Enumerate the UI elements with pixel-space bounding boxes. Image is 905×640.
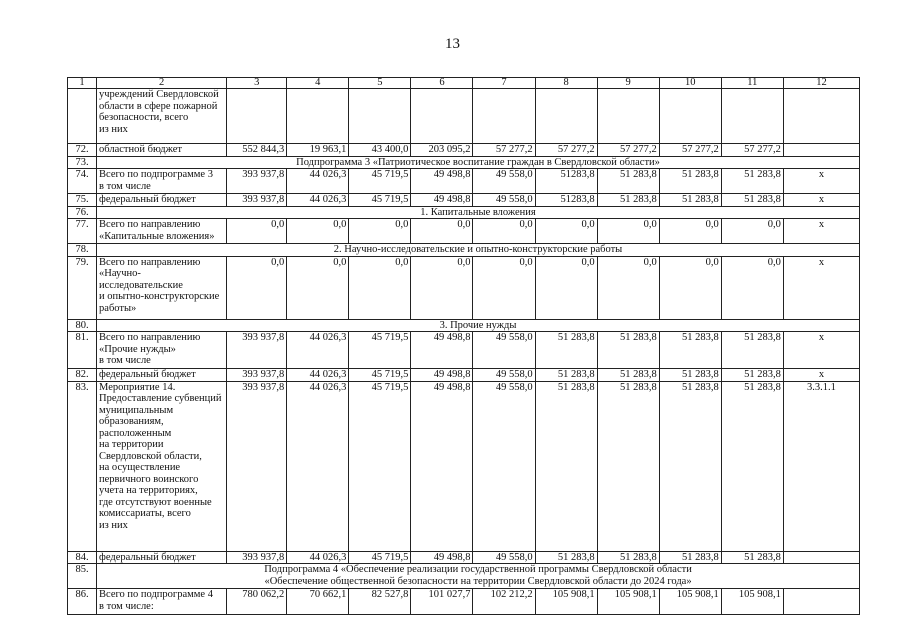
row-description-line: и опытно-конструкторские (99, 291, 220, 302)
column-number-header: 7 (473, 78, 535, 89)
amount-cell: 393 937,8 (227, 369, 287, 382)
row-description-line: комиссариаты, всего (99, 508, 191, 519)
amount-cell: 393 937,8 (227, 169, 287, 194)
amount-cell: 51 283,8 (597, 551, 659, 564)
amount-cell (721, 89, 783, 144)
reference-cell: 3.3.1.1 (783, 381, 859, 551)
amount-cell: 57 277,2 (535, 144, 597, 157)
row-description-line: в том числе: (99, 600, 154, 612)
reference-cell (783, 551, 859, 564)
row-description-line: Всего по направлению (99, 219, 201, 230)
amount-cell: 102 212,2 (473, 589, 535, 615)
row-description-line: из них (99, 123, 128, 135)
amount-cell: 49 558,0 (473, 551, 535, 564)
row-description-line: учреждений Свердловской (99, 89, 219, 100)
row-description-line: Мероприятие 14. (99, 381, 176, 393)
row-description-line: «Капитальные вложения» (99, 230, 215, 242)
row-description-line: на осуществление (99, 462, 181, 473)
section-title-line: Подпрограмма 4 «Обеспечение реализации государственной программы Свердловской области (264, 564, 692, 575)
reference-cell: x (783, 369, 859, 382)
column-number-header: 10 (659, 78, 721, 89)
row-number: 86. (68, 589, 97, 615)
row-number: 85. (68, 564, 97, 589)
amount-cell: 45 719,5 (349, 332, 411, 369)
row-description-line: федеральный бюджет (99, 551, 196, 563)
amount-cell: 0,0 (535, 256, 597, 319)
row-description (97, 194, 227, 207)
amount-cell: 49 498,8 (411, 194, 473, 207)
row-number: 77. (68, 219, 97, 244)
amount-cell: 57 277,2 (721, 144, 783, 157)
amount-cell: 51 283,8 (535, 381, 597, 551)
table-row (68, 564, 860, 589)
row-description-line: «Прочие нужды» (99, 343, 176, 355)
amount-cell: 44 026,3 (287, 332, 349, 369)
amount-cell: 51 283,8 (597, 332, 659, 369)
amount-cell: 70 662,1 (287, 589, 349, 615)
amount-cell: 0,0 (349, 219, 411, 244)
row-description-line: в том числе (99, 180, 151, 192)
column-number-header: 9 (597, 78, 659, 89)
reference-cell (783, 89, 859, 144)
amount-cell: 49 558,0 (473, 381, 535, 551)
amount-cell: 44 026,3 (287, 551, 349, 564)
table-row (68, 194, 860, 207)
amount-cell: 0,0 (659, 256, 721, 319)
amount-cell: 0,0 (535, 219, 597, 244)
row-number: 83. (68, 381, 97, 551)
amount-cell: 780 062,2 (227, 589, 287, 615)
amount-cell: 51 283,8 (659, 551, 721, 564)
table-row (68, 332, 860, 369)
amount-cell: 105 908,1 (721, 589, 783, 615)
row-description-line: Всего по подпрограмме 3 (99, 169, 213, 180)
table-header-row (68, 78, 860, 89)
row-description-line: в том числе (99, 355, 151, 366)
column-number-header: 6 (411, 78, 473, 89)
amount-cell: 51 283,8 (535, 332, 597, 369)
table-row (68, 89, 860, 144)
amount-cell: 49 558,0 (473, 169, 535, 194)
amount-cell: 51 283,8 (721, 332, 783, 369)
column-number-header: 3 (227, 78, 287, 89)
amount-cell: 0,0 (659, 219, 721, 244)
amount-cell: 44 026,3 (287, 369, 349, 382)
amount-cell: 57 277,2 (597, 144, 659, 157)
amount-cell: 44 026,3 (287, 194, 349, 207)
amount-cell: 51 283,8 (721, 369, 783, 382)
amount-cell: 0,0 (349, 256, 411, 319)
row-number (68, 89, 97, 144)
row-description-line: Всего по направлению (99, 332, 201, 343)
amount-cell: 105 908,1 (597, 589, 659, 615)
column-number-header: 11 (721, 78, 783, 89)
amount-cell: 0,0 (721, 219, 783, 244)
row-number: 72. (68, 144, 97, 157)
row-number: 73. (68, 156, 97, 169)
row-description-line: учета на территориях, (99, 485, 198, 496)
row-description-line: безопасности, всего (99, 112, 189, 123)
amount-cell: 51 283,8 (659, 381, 721, 551)
amount-cell: 51 283,8 (721, 169, 783, 194)
amount-cell: 45 719,5 (349, 369, 411, 382)
column-number-header: 12 (783, 78, 859, 89)
amount-cell: 105 908,1 (659, 589, 721, 615)
amount-cell: 44 026,3 (287, 169, 349, 194)
amount-cell: 49 498,8 (411, 169, 473, 194)
amount-cell: 0,0 (473, 256, 535, 319)
amount-cell: 101 027,7 (411, 589, 473, 615)
row-description-line: области в сфере пожарной (99, 100, 218, 112)
table-row (68, 551, 860, 564)
column-number-header: 5 (349, 78, 411, 89)
row-description-line: на территории (99, 439, 164, 450)
amount-cell: 51283,8 (535, 169, 597, 194)
amount-cell: 51 283,8 (659, 169, 721, 194)
row-description (97, 89, 227, 144)
table-row (68, 169, 860, 194)
amount-cell: 552 844,3 (227, 144, 287, 157)
amount-cell: 0,0 (411, 219, 473, 244)
amount-cell: 51 283,8 (535, 369, 597, 382)
amount-cell: 51 283,8 (721, 381, 783, 551)
row-description (97, 144, 227, 157)
page-number: 13 (445, 36, 460, 52)
amount-cell: 0,0 (721, 256, 783, 319)
table-row (68, 206, 860, 219)
amount-cell: 0,0 (411, 256, 473, 319)
amount-cell: 0,0 (473, 219, 535, 244)
table-row (68, 319, 860, 332)
table-row (68, 144, 860, 157)
amount-cell (287, 89, 349, 144)
amount-cell (659, 89, 721, 144)
row-description-line: исследовательские (99, 279, 183, 291)
amount-cell: 49 498,8 (411, 332, 473, 369)
amount-cell: 393 937,8 (227, 194, 287, 207)
amount-cell: 393 937,8 (227, 381, 287, 551)
reference-cell: x (783, 256, 859, 319)
amount-cell (535, 89, 597, 144)
amount-cell: 45 719,5 (349, 381, 411, 551)
row-description-line: Предоставление субвенций (99, 393, 222, 404)
amount-cell: 51 283,8 (721, 551, 783, 564)
amount-cell (597, 89, 659, 144)
amount-cell: 51 283,8 (597, 369, 659, 382)
row-description-line: из них (99, 519, 128, 531)
amount-cell: 51283,8 (535, 194, 597, 207)
amount-cell: 0,0 (227, 256, 287, 319)
section-title-line: Подпрограмма 3 «Патриотическое воспитание граждан в Свердловской области» (296, 156, 660, 168)
row-description-line: муниципальным (99, 404, 174, 416)
row-number: 81. (68, 332, 97, 369)
amount-cell: 393 937,8 (227, 332, 287, 369)
amount-cell (349, 89, 411, 144)
amount-cell: 45 719,5 (349, 551, 411, 564)
row-description (97, 169, 227, 194)
reference-cell: x (783, 194, 859, 207)
amount-cell: 49 558,0 (473, 332, 535, 369)
amount-cell: 51 283,8 (659, 332, 721, 369)
row-number: 78. (68, 244, 97, 257)
table-row (68, 256, 860, 319)
reference-cell (783, 589, 859, 615)
row-description (97, 332, 227, 369)
table-row (68, 219, 860, 244)
row-number: 76. (68, 206, 97, 219)
reference-cell (783, 144, 859, 157)
amount-cell: 0,0 (227, 219, 287, 244)
amount-cell: 19 963,1 (287, 144, 349, 157)
row-description-line: Свердловской области, (99, 450, 202, 462)
amount-cell: 51 283,8 (597, 381, 659, 551)
table-row (68, 244, 860, 257)
row-description-line: образованиям, (99, 416, 164, 427)
table-row (68, 369, 860, 382)
section-title (97, 319, 860, 332)
row-description (97, 589, 227, 615)
section-title (97, 244, 860, 257)
row-description (97, 219, 227, 244)
row-number: 74. (68, 169, 97, 194)
row-description (97, 381, 227, 551)
amount-cell: 51 283,8 (535, 551, 597, 564)
reference-cell: x (783, 332, 859, 369)
amount-cell: 51 283,8 (659, 194, 721, 207)
row-description-line: федеральный бюджет (99, 369, 196, 380)
amount-cell (473, 89, 535, 144)
amount-cell: 0,0 (287, 256, 349, 319)
amount-cell: 57 277,2 (659, 144, 721, 157)
section-title-line: 1. Капитальные вложения (420, 206, 536, 218)
row-number: 84. (68, 551, 97, 564)
amount-cell: 203 095,2 (411, 144, 473, 157)
section-title (97, 206, 860, 219)
amount-cell: 57 277,2 (473, 144, 535, 157)
amount-cell: 44 026,3 (287, 381, 349, 551)
amount-cell: 51 283,8 (659, 369, 721, 382)
row-description (97, 369, 227, 382)
amount-cell: 49 498,8 (411, 551, 473, 564)
table-row (68, 381, 860, 551)
column-number-header: 4 (287, 78, 349, 89)
amount-cell: 51 283,8 (721, 194, 783, 207)
amount-cell: 43 400,0 (349, 144, 411, 157)
section-title-line: «Обеспечение общественной безопасности на территории Свердловской области до 2024 года» (264, 575, 692, 587)
row-number: 82. (68, 369, 97, 382)
section-title (97, 564, 860, 589)
row-description-line: федеральный бюджет (99, 194, 196, 205)
row-description-line: первичного воинского (99, 473, 199, 485)
row-description-line: «Научно- (99, 268, 141, 279)
section-title-line: 2. Научно-исследовательские и опытно-конструкторские работы (333, 244, 623, 255)
amount-cell: 49 498,8 (411, 369, 473, 382)
table-row (68, 156, 860, 169)
row-description (97, 551, 227, 564)
amount-cell: 0,0 (597, 219, 659, 244)
row-description-line: работы» (99, 302, 137, 314)
row-description (97, 256, 227, 319)
amount-cell: 393 937,8 (227, 551, 287, 564)
amount-cell: 49 558,0 (473, 194, 535, 207)
amount-cell (227, 89, 287, 144)
row-number: 75. (68, 194, 97, 207)
amount-cell: 49 558,0 (473, 369, 535, 382)
amount-cell: 51 283,8 (597, 169, 659, 194)
column-number-header: 2 (97, 78, 227, 89)
amount-cell: 49 498,8 (411, 381, 473, 551)
column-number-header: 8 (535, 78, 597, 89)
row-description-line: расположенным (99, 427, 172, 439)
amount-cell: 0,0 (597, 256, 659, 319)
row-description-line: Всего по подпрограмме 4 (99, 589, 213, 600)
table-row (68, 589, 860, 615)
reference-cell: x (783, 169, 859, 194)
amount-cell: 105 908,1 (535, 589, 597, 615)
row-description-line: Всего по направлению (99, 256, 201, 268)
section-title (97, 156, 860, 169)
row-number: 80. (68, 319, 97, 332)
amount-cell: 51 283,8 (597, 194, 659, 207)
row-description-line: областной бюджет (99, 144, 182, 155)
reference-cell: x (783, 219, 859, 244)
section-title-line: 3. Прочие нужды (439, 319, 517, 331)
amount-cell: 82 527,8 (349, 589, 411, 615)
column-number-header: 1 (68, 78, 97, 89)
amount-cell: 45 719,5 (349, 169, 411, 194)
amount-cell (411, 89, 473, 144)
amount-cell: 45 719,5 (349, 194, 411, 207)
row-description-line: где отсутствуют военные (99, 496, 212, 508)
amount-cell: 0,0 (287, 219, 349, 244)
budget-table (67, 77, 860, 615)
row-number: 79. (68, 256, 97, 319)
